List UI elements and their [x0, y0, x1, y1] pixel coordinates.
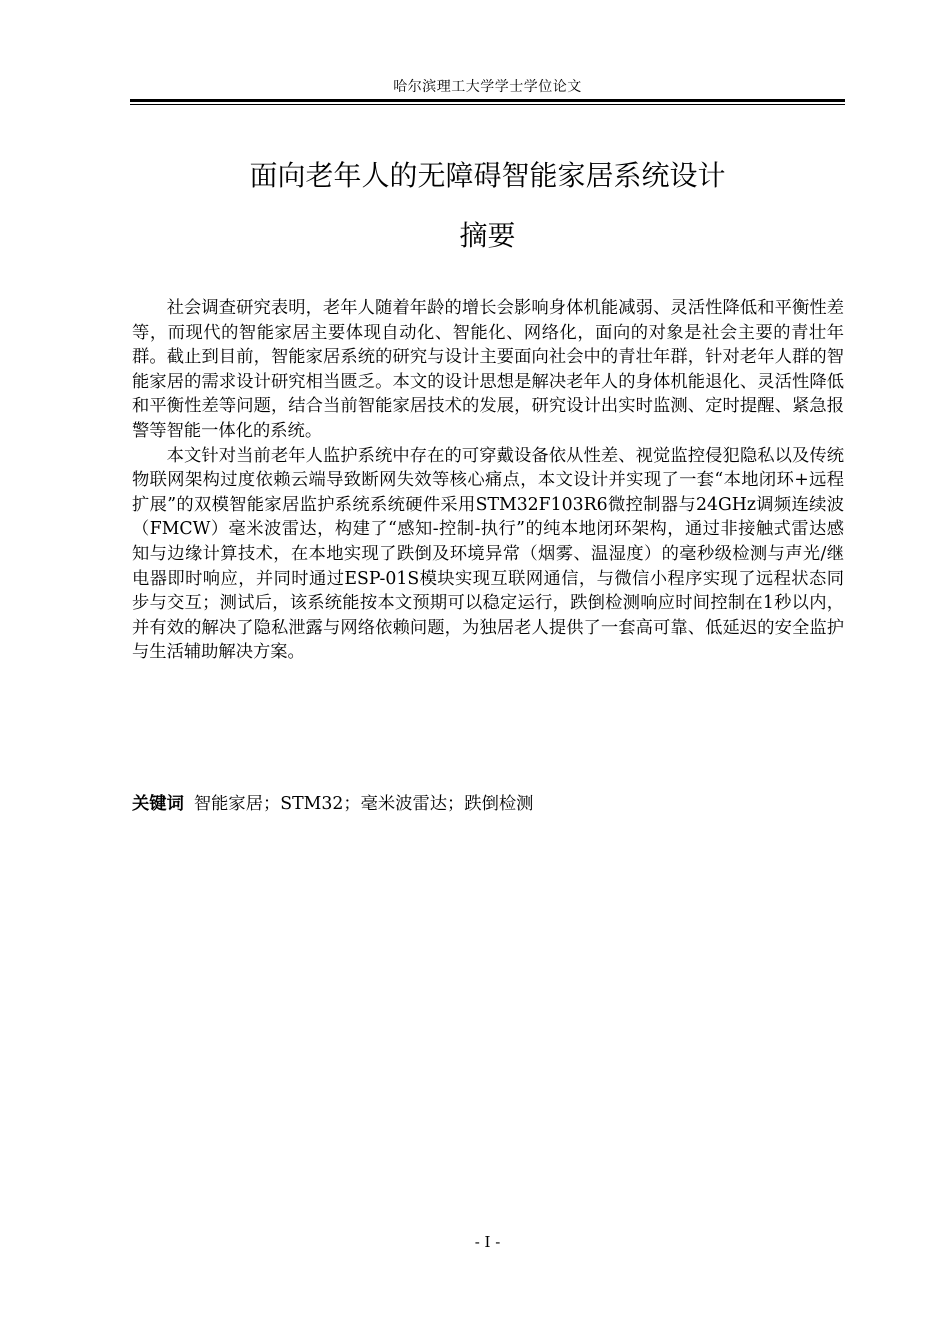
abstract-paragraph-2: 本文针对当前老年人监护系统中存在的可穿戴设备依从性差、视觉监控侵犯隐私以及传统物联网架构过度依赖云端导致断网失效等核心痛点，本文设计并实现了一套“本地闭环+远程扩展”的双模智能家居监护系统系统硬件采用STM32F103R6微控制器与24GHz调频连续波（FMCW）毫米波雷达，构建了“感知-控制-执行”的纯本地闭环架构，通过非接触式雷达感知与边缘计算技术，在本地实现了跌倒及环境异常（烟雾、温湿度）的毫秒级检测与声光/继电器即时响应，并同时通过ESP-01S模块实现互联网通信，与微信小程序实现了远程状态同步与交互；测试后，该系统能按本文预期可以稳定运行，跌倒检测响应时间控制在1秒以内，并有效的解决了隐私泄露与网络依赖问题，为独居老人提供了一套高可靠、低延迟的安全监护与生活辅助解决方案。	[132, 445, 844, 663]
page-number: - I -	[474, 1233, 501, 1251]
abstract-body	[132, 296, 844, 665]
abstract-heading: 摘要	[459, 219, 516, 252]
abstract-paragraph-1: 社会调查研究表明，老年人随着年龄的增长会影响身体机能减弱、灵活性降低和平衡性差等，而现代的智能家居主要体现自动化、智能化、网络化，面向的对象是社会主要的青壮年群。截止到目前，智能家居系统的研究与设计主要面向社会中的青壮年群，针对老年人群的智能家居的需求设计研究相当匮乏。本文的设计思想是解决老年人的身体机能退化、灵活性降低和平衡性差等问题，结合当前智能家居技术的发展，研究设计出实时监测、定时提醒、紧急报警等智能一体化的系统。	[132, 298, 844, 441]
header-rule-thick	[130, 99, 845, 102]
keywords-label: 关键词	[132, 794, 184, 814]
thesis-title: 面向老年人的无障碍智能家居系统设计	[249, 159, 726, 192]
header-rule-thin	[130, 104, 845, 105]
keywords-text: 智能家居；STM32；毫米波雷达；跌倒检测	[193, 794, 534, 814]
keywords-line	[132, 792, 844, 816]
running-header: 哈尔滨理工大学学士学位论文	[393, 79, 582, 95]
